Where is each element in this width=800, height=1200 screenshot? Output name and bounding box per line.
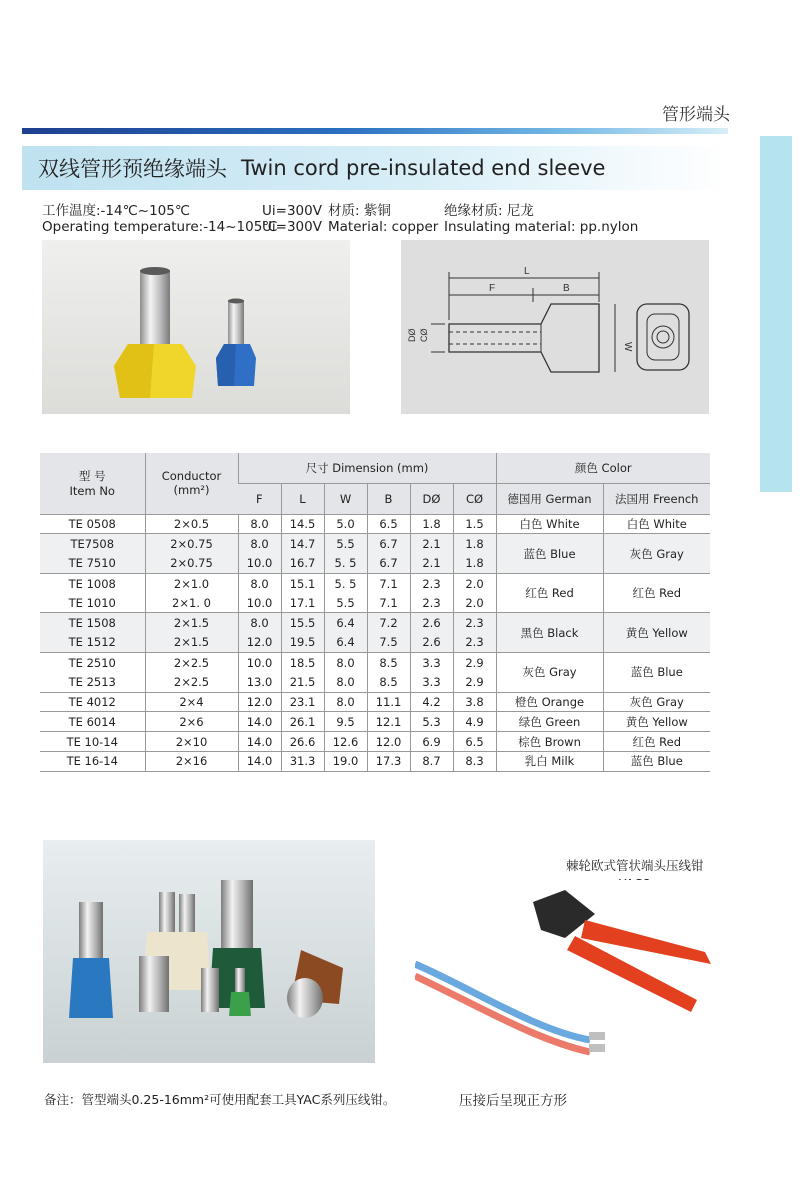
cell-dim-D: 2.6 xyxy=(410,613,453,633)
title-band xyxy=(22,146,728,190)
section-label: 管形端头 xyxy=(662,105,730,125)
table-row xyxy=(40,653,710,673)
cell-color-german: 橙色 Orange xyxy=(496,692,603,712)
cell-conductor: 2×0.75 xyxy=(145,554,238,574)
title-en: Twin cord pre-insulated end sleeve xyxy=(241,156,606,180)
cell-dim-L: 15.1 xyxy=(281,573,324,593)
cell-dim-B: 8.5 xyxy=(367,653,410,673)
cell-conductor: 2×6 xyxy=(145,712,238,732)
sleeve-illustration xyxy=(42,240,350,414)
table-row xyxy=(40,613,710,633)
cell-dim-B: 6.7 xyxy=(367,554,410,574)
cell-dim-B: 7.1 xyxy=(367,593,410,613)
cell-item: TE 0508 xyxy=(40,514,145,534)
tool-caption-cn: 棘轮欧式管状端头压线钳 xyxy=(566,858,704,873)
cell-conductor: 2×0.5 xyxy=(145,514,238,534)
table-row xyxy=(40,514,710,534)
spec-table xyxy=(40,453,710,772)
cell-dim-B: 7.2 xyxy=(367,613,410,633)
cell-item: TE 2510 xyxy=(40,653,145,673)
cell-dim-B: 7.1 xyxy=(367,573,410,593)
header-item-cn: 型 号 xyxy=(78,469,106,484)
cell-item: TE 4012 xyxy=(40,692,145,712)
cell-dim-B: 12.1 xyxy=(367,712,410,732)
cell-color-french: 灰色 Gray xyxy=(603,534,710,574)
cell-dim-C: 4.9 xyxy=(453,712,496,732)
cell-dim-W: 19.0 xyxy=(324,752,367,772)
cell-dim-L: 14.7 xyxy=(281,534,324,554)
header-conductor xyxy=(145,453,238,514)
cell-dim-F: 8.0 xyxy=(238,613,281,633)
voltage-1: Ui=300V xyxy=(262,203,322,219)
cell-dim-C: 1.8 xyxy=(453,554,496,574)
cell-dim-B: 6.5 xyxy=(367,514,410,534)
cell-dim-C: 8.3 xyxy=(453,752,496,772)
cell-conductor: 2×0.75 xyxy=(145,534,238,554)
cell-conductor: 2×1.5 xyxy=(145,633,238,653)
header-item-en: Item No xyxy=(69,484,115,499)
material-cn: 材质: 紫铜 xyxy=(328,203,391,219)
cell-dim-W: 8.0 xyxy=(324,692,367,712)
cell-dim-W: 5.0 xyxy=(324,514,367,534)
cell-conductor: 2×1.0 xyxy=(145,573,238,593)
cell-dim-C: 2.0 xyxy=(453,593,496,613)
cell-dim-B: 7.5 xyxy=(367,633,410,653)
label-L: L xyxy=(524,266,530,277)
cell-item: TE 6014 xyxy=(40,712,145,732)
cell-dim-L: 18.5 xyxy=(281,653,324,673)
cell-color-german: 乳白 Milk xyxy=(496,752,603,772)
cell-conductor: 2×1.5 xyxy=(145,613,238,633)
product-photo-yellow-blue xyxy=(42,240,350,414)
insulating-cn: 绝缘材质: 尼龙 xyxy=(444,203,534,219)
cell-dim-L: 26.6 xyxy=(281,732,324,752)
cell-dim-C: 2.9 xyxy=(453,653,496,673)
header-french: 法国用 Freench xyxy=(603,483,710,514)
cell-dim-F: 14.0 xyxy=(238,712,281,732)
table-row xyxy=(40,712,710,732)
cell-color-french: 红色 Red xyxy=(603,573,710,613)
cell-dim-D: 8.7 xyxy=(410,752,453,772)
cell-color-french: 蓝色 Blue xyxy=(603,653,710,693)
cell-dim-F: 8.0 xyxy=(238,514,281,534)
cell-conductor: 2×2.5 xyxy=(145,653,238,673)
table-row xyxy=(40,732,710,752)
table-row xyxy=(40,573,710,593)
cell-color-german: 灰色 Gray xyxy=(496,653,603,693)
cell-dim-C: 2.9 xyxy=(453,672,496,692)
cell-dim-F: 14.0 xyxy=(238,752,281,772)
cell-dim-W: 5.5 xyxy=(324,534,367,554)
cell-dim-B: 17.3 xyxy=(367,752,410,772)
footnote: 备注：管型端头0.25-16mm²可使用配套工具YAC系列压线钳。 xyxy=(44,1092,396,1107)
cell-dim-F: 13.0 xyxy=(238,672,281,692)
cell-color-french: 红色 Red xyxy=(603,732,710,752)
header-dim-F: F xyxy=(238,483,281,514)
table-row xyxy=(40,534,710,554)
cell-item: TE 16-14 xyxy=(40,752,145,772)
header-dim-B: B xyxy=(367,483,410,514)
header-german: 德国用 German xyxy=(496,483,603,514)
cell-color-german: 白色 White xyxy=(496,514,603,534)
header-item xyxy=(40,453,145,514)
spec-summary xyxy=(42,203,638,235)
cell-dim-W: 12.6 xyxy=(324,732,367,752)
title-cn: 双线管形预绝缘端头 xyxy=(38,157,227,181)
cell-dim-L: 31.3 xyxy=(281,752,324,772)
cell-dim-F: 10.0 xyxy=(238,554,281,574)
cell-dim-B: 6.7 xyxy=(367,534,410,554)
product-photo-assorted xyxy=(43,840,375,1063)
header-dim-D: DØ xyxy=(410,483,453,514)
cell-dim-L: 17.1 xyxy=(281,593,324,613)
cell-dim-D: 2.6 xyxy=(410,633,453,653)
top-rule xyxy=(22,128,728,134)
cell-dim-D: 2.1 xyxy=(410,554,453,574)
side-tab xyxy=(760,136,792,492)
cell-item: TE 1008 xyxy=(40,573,145,593)
cell-dim-C: 6.5 xyxy=(453,732,496,752)
cell-item: TE 7510 xyxy=(40,554,145,574)
assorted-sleeves-illustration xyxy=(43,840,375,1063)
cell-dim-W: 6.4 xyxy=(324,613,367,633)
cell-item: TE7508 xyxy=(40,534,145,554)
cell-dim-W: 9.5 xyxy=(324,712,367,732)
cell-conductor: 2×2.5 xyxy=(145,672,238,692)
cell-dim-D: 3.3 xyxy=(410,653,453,673)
cell-dim-C: 2.0 xyxy=(453,573,496,593)
cell-dim-F: 10.0 xyxy=(238,653,281,673)
table-body xyxy=(40,514,710,771)
cell-dim-B: 11.1 xyxy=(367,692,410,712)
cell-dim-D: 5.3 xyxy=(410,712,453,732)
cell-dim-L: 19.5 xyxy=(281,633,324,653)
cell-color-german: 棕色 Brown xyxy=(496,732,603,752)
cell-conductor: 2×10 xyxy=(145,732,238,752)
cell-conductor: 2×16 xyxy=(145,752,238,772)
cell-dim-F: 12.0 xyxy=(238,633,281,653)
header-conductor-label: Conductor xyxy=(161,469,222,484)
cell-dim-F: 10.0 xyxy=(238,593,281,613)
cell-dim-L: 23.1 xyxy=(281,692,324,712)
header-dim-C: CØ xyxy=(453,483,496,514)
cell-dim-C: 2.3 xyxy=(453,633,496,653)
cell-conductor: 2×4 xyxy=(145,692,238,712)
cell-item: TE 1010 xyxy=(40,593,145,613)
material-en: Material: copper xyxy=(328,219,439,235)
cell-color-german: 红色 Red xyxy=(496,573,603,613)
cell-dim-D: 4.2 xyxy=(410,692,453,712)
cell-dim-W: 5.5 xyxy=(324,593,367,613)
cell-dim-L: 21.5 xyxy=(281,672,324,692)
cell-item: TE 1512 xyxy=(40,633,145,653)
label-C: CØ xyxy=(419,328,429,342)
cell-dim-W: 8.0 xyxy=(324,672,367,692)
cell-dim-D: 2.1 xyxy=(410,534,453,554)
cell-color-french: 灰色 Gray xyxy=(603,692,710,712)
cell-dim-L: 26.1 xyxy=(281,712,324,732)
voltage-2: Ui=300V xyxy=(262,219,322,235)
cell-dim-C: 1.5 xyxy=(453,514,496,534)
cell-dim-C: 2.3 xyxy=(453,613,496,633)
cell-color-french: 蓝色 Blue xyxy=(603,752,710,772)
cell-dim-D: 3.3 xyxy=(410,672,453,692)
cell-dim-L: 14.5 xyxy=(281,514,324,534)
cell-dim-L: 15.5 xyxy=(281,613,324,633)
label-W: W xyxy=(622,342,633,352)
cell-conductor: 2×1. 0 xyxy=(145,593,238,613)
cell-dim-W: 6.4 xyxy=(324,633,367,653)
temp-cn: 工作温度:-14℃~105℃ xyxy=(42,203,190,219)
header-color: 颜色 Color xyxy=(496,453,710,483)
cell-color-french: 白色 White xyxy=(603,514,710,534)
cell-color-german: 蓝色 Blue xyxy=(496,534,603,574)
footnote-right: 压接后呈现正方形 xyxy=(459,1093,567,1109)
cell-dim-C: 3.8 xyxy=(453,692,496,712)
header-dim-W: W xyxy=(324,483,367,514)
cell-dim-W: 5. 5 xyxy=(324,554,367,574)
temp-en: Operating temperature:-14~105℃ xyxy=(42,219,278,235)
cell-dim-F: 12.0 xyxy=(238,692,281,712)
cell-dim-B: 12.0 xyxy=(367,732,410,752)
cell-dim-D: 1.8 xyxy=(410,514,453,534)
header-dimension: 尺寸 Dimension (mm) xyxy=(238,453,496,483)
label-B: B xyxy=(563,283,570,294)
cell-color-french: 黄色 Yellow xyxy=(603,712,710,732)
header-dim-L: L xyxy=(281,483,324,514)
cell-dim-D: 6.9 xyxy=(410,732,453,752)
cell-dim-F: 8.0 xyxy=(238,534,281,554)
crimper-illustration xyxy=(415,880,715,1070)
dimension-drawing xyxy=(401,240,709,414)
insulating-en: Insulating material: pp.nylon xyxy=(444,219,639,235)
cell-color-french: 黄色 Yellow xyxy=(603,613,710,653)
cell-dim-F: 8.0 xyxy=(238,573,281,593)
cell-color-german: 黑色 Black xyxy=(496,613,603,653)
cell-dim-L: 16.7 xyxy=(281,554,324,574)
tool-photo xyxy=(415,880,715,1070)
cell-dim-D: 2.3 xyxy=(410,573,453,593)
cell-item: TE 1508 xyxy=(40,613,145,633)
dimension-diagram xyxy=(401,240,709,414)
cell-dim-C: 1.8 xyxy=(453,534,496,554)
cell-item: TE 2513 xyxy=(40,672,145,692)
cell-dim-F: 14.0 xyxy=(238,732,281,752)
cell-color-german: 绿色 Green xyxy=(496,712,603,732)
cell-dim-D: 2.3 xyxy=(410,593,453,613)
cell-dim-B: 8.5 xyxy=(367,672,410,692)
label-F: F xyxy=(489,283,496,294)
cell-dim-W: 8.0 xyxy=(324,653,367,673)
cell-dim-W: 5. 5 xyxy=(324,573,367,593)
header-conductor-unit: (mm²) xyxy=(173,483,210,498)
table-row xyxy=(40,752,710,772)
label-D: DØ xyxy=(407,328,417,342)
cell-item: TE 10-14 xyxy=(40,732,145,752)
table-row xyxy=(40,692,710,712)
